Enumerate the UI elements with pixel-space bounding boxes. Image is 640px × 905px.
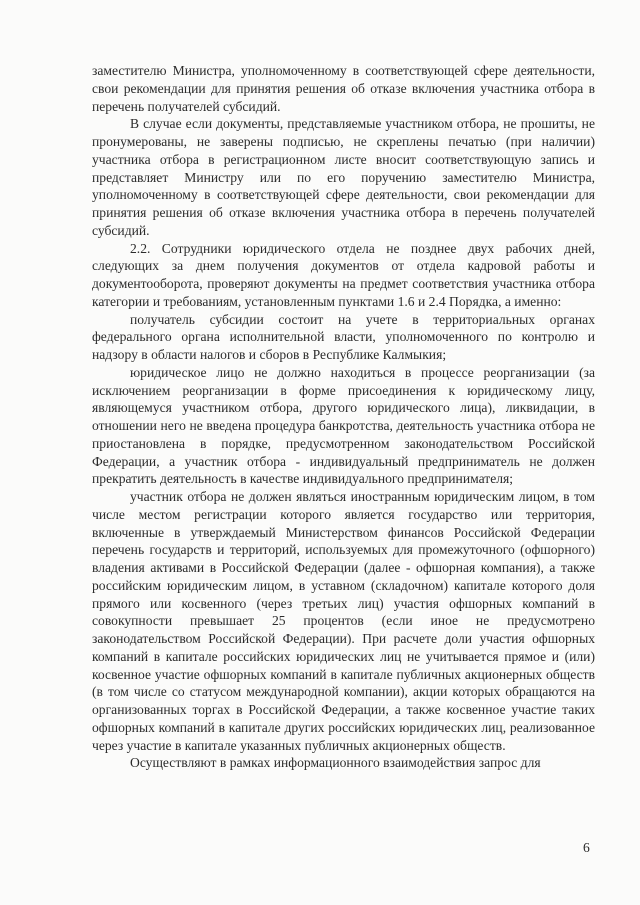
paragraph-5: юридическое лицо не должно находиться в процессе реорганизации (за исключением реорганизации в форме присоединения к юридическому лицу, являющемуся участником отбора, другого юридического лица), ликвидации, в отношении него не введена процедура банкротства, деятельность участника отбора не приостановлена в порядке, предусмотренном законодательством Российской Федерации, а участник отбора - индивидуальный предприниматель не должен прекратить деятельность в качестве индивидуального предпринимателя; xyxy=(92,364,595,487)
paragraph-6: участник отбора не должен являться иностранным юридическим лицом, в том числе местом регистрации которого является государство или территория, включенные в утверждаемый Министерством финансов Российской Федерации перечень государств и территорий, используемых для промежуточного (офшорного) владения активами в Российской Федерации (далее - офшорная компания), а также российским юридическим лицом, в уставном (складочном) капитале которого доля прямого или косвенного (через третьих лиц) участия офшорных компаний в совокупности превышает 25 процентов (если иное не предусмотрено законодательством Российской Федерации). При расчете доли участия офшорных компаний в капитале российских юридических лиц не учитывается прямое и (или) косвенное участие офшорных компаний в капитале публичных акционерных обществ (в том числе со статусом международной компании), акции которых обращаются на организованных торгах в Российской Федерации, а также косвенное участие таких офшорных компаний в капитале других российских юридических лиц, реализованное через участие в капитале указанных публичных акционерных обществ. xyxy=(92,489,595,753)
paragraph-4: получатель субсидии состоит на учете в территориальных органах федерального органа исполнительной власти, уполномоченного по контролю и надзору в области налогов и сборов в Республике Калмыкия; xyxy=(92,311,595,362)
paragraph-3: 2.2. Сотрудники юридического отдела не позднее двух рабочих дней, следующих за днем получения документов от отдела кадровой работы и документооборота, проверяют документы на предмет соответствия участника отбора категории и требованиям, установленным пунктами 1.6 и 2.4 Порядка, а именно: xyxy=(92,240,595,309)
paragraph-1: заместителю Министра, уполномоченному в соответствующей сфере деятельности, свои рекомендации для принятия решения об отказе включения участника отбора в перечень получателей субсидий. xyxy=(92,63,595,114)
document-body xyxy=(92,62,595,772)
paragraph-2: В случае если документы, представляемые участником отбора, не прошиты, не пронумерованы, не заверены подписью, не скреплены печатью (при наличии) участника отбора в регистрационном листе вносит соответствующую запись и представляет Министру или по его поручению заместителю Министра, уполномоченному в соответствующей сфере деятельности, свои рекомендации для принятия решения об отказе включения участника отбора в перечень получателей субсидий. xyxy=(92,116,595,238)
page-number: 6 xyxy=(583,840,590,855)
paragraph-7: Осуществляют в рамках информационного взаимодействия запрос для xyxy=(130,755,541,771)
